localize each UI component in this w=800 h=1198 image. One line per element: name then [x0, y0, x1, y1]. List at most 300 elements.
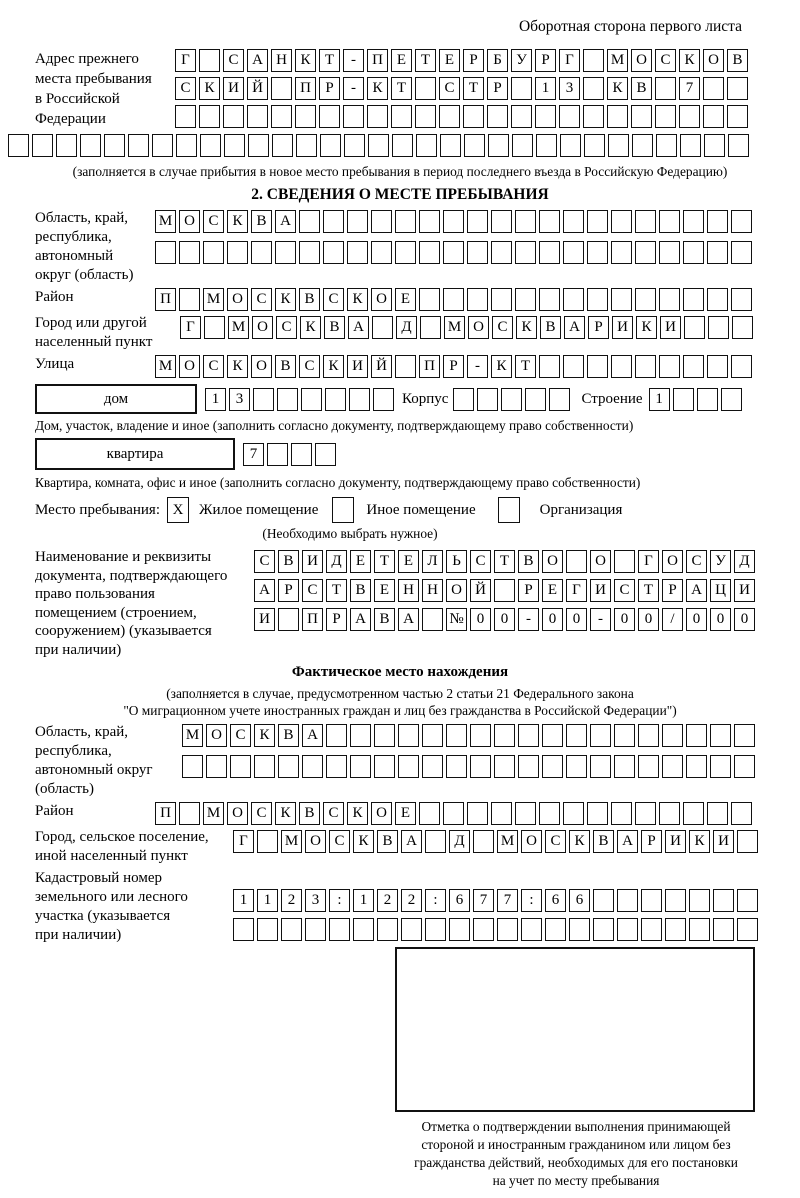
char-cell[interactable]: Б	[487, 49, 508, 72]
char-cell[interactable]	[179, 802, 200, 825]
char-cell[interactable]	[721, 388, 742, 411]
char-cell[interactable]	[703, 77, 724, 100]
char-cell[interactable]: М	[281, 830, 302, 853]
char-cell[interactable]: 1	[257, 889, 278, 912]
char-cell[interactable]: О	[179, 355, 200, 378]
char-cell[interactable]: 0	[686, 608, 707, 631]
char-cell[interactable]	[353, 918, 374, 941]
char-cell[interactable]	[350, 724, 371, 747]
char-cell[interactable]: А	[348, 316, 369, 339]
char-cell[interactable]: В	[518, 550, 539, 573]
char-cell[interactable]: Р	[662, 579, 683, 602]
char-cell[interactable]	[684, 316, 705, 339]
char-cell[interactable]	[443, 241, 464, 264]
char-cell[interactable]	[563, 288, 584, 311]
char-cell[interactable]: С	[251, 288, 272, 311]
char-cell[interactable]: В	[278, 724, 299, 747]
char-cell[interactable]: О	[227, 288, 248, 311]
char-cell[interactable]	[329, 918, 350, 941]
char-cell[interactable]	[689, 889, 710, 912]
char-cell[interactable]	[632, 134, 653, 157]
char-cell[interactable]: О	[446, 579, 467, 602]
char-cell[interactable]	[583, 77, 604, 100]
char-cell[interactable]	[683, 355, 704, 378]
char-cell[interactable]: 1	[205, 388, 226, 411]
char-cell[interactable]: К	[569, 830, 590, 853]
char-cell[interactable]: Г	[638, 550, 659, 573]
char-cell[interactable]: О	[227, 802, 248, 825]
char-cell[interactable]: И	[665, 830, 686, 853]
char-cell[interactable]	[248, 134, 269, 157]
char-cell[interactable]: 1	[233, 889, 254, 912]
char-cell[interactable]: Е	[395, 288, 416, 311]
char-cell[interactable]: 1	[649, 388, 670, 411]
char-cell[interactable]	[563, 210, 584, 233]
char-cell[interactable]	[223, 105, 244, 128]
char-cell[interactable]	[367, 105, 388, 128]
char-cell[interactable]: В	[377, 830, 398, 853]
stay-type-checkbox-other-premise[interactable]	[332, 497, 354, 523]
char-cell[interactable]	[253, 388, 274, 411]
char-cell[interactable]: М	[182, 724, 203, 747]
char-cell[interactable]	[371, 241, 392, 264]
char-cell[interactable]	[563, 802, 584, 825]
char-cell[interactable]: К	[295, 49, 316, 72]
char-cell[interactable]	[32, 134, 53, 157]
char-cell[interactable]	[662, 755, 683, 778]
char-cell[interactable]	[563, 241, 584, 264]
char-cell[interactable]	[419, 288, 440, 311]
char-cell[interactable]: :	[425, 889, 446, 912]
char-cell[interactable]: Е	[439, 49, 460, 72]
char-cell[interactable]: А	[401, 830, 422, 853]
char-cell[interactable]: К	[679, 49, 700, 72]
char-cell[interactable]	[377, 918, 398, 941]
char-cell[interactable]: В	[251, 210, 272, 233]
char-cell[interactable]	[549, 388, 570, 411]
char-cell[interactable]: С	[439, 77, 460, 100]
char-cell[interactable]: К	[347, 288, 368, 311]
char-cell[interactable]	[727, 77, 748, 100]
char-cell[interactable]: 1	[535, 77, 556, 100]
char-cell[interactable]	[391, 105, 412, 128]
char-cell[interactable]: С	[614, 579, 635, 602]
stay-type-checkbox-residential[interactable]: X	[167, 497, 189, 523]
char-cell[interactable]	[199, 105, 220, 128]
char-cell[interactable]	[319, 105, 340, 128]
char-cell[interactable]: О	[590, 550, 611, 573]
char-cell[interactable]: 6	[545, 889, 566, 912]
char-cell[interactable]	[656, 134, 677, 157]
char-cell[interactable]	[477, 388, 498, 411]
char-cell[interactable]	[491, 288, 512, 311]
char-cell[interactable]	[257, 830, 278, 853]
char-cell[interactable]	[295, 105, 316, 128]
char-cell[interactable]: Р	[588, 316, 609, 339]
char-cell[interactable]	[473, 918, 494, 941]
char-cell[interactable]: -	[343, 49, 364, 72]
char-cell[interactable]: А	[564, 316, 585, 339]
char-cell[interactable]	[641, 918, 662, 941]
char-cell[interactable]: С	[299, 355, 320, 378]
char-cell[interactable]: Т	[374, 550, 395, 573]
char-cell[interactable]	[267, 443, 288, 466]
char-cell[interactable]	[697, 388, 718, 411]
char-cell[interactable]	[587, 355, 608, 378]
char-cell[interactable]	[539, 802, 560, 825]
char-cell[interactable]	[227, 241, 248, 264]
char-cell[interactable]: И	[254, 608, 275, 631]
char-cell[interactable]: Р	[535, 49, 556, 72]
char-cell[interactable]: Р	[518, 579, 539, 602]
char-cell[interactable]	[703, 105, 724, 128]
char-cell[interactable]	[175, 105, 196, 128]
char-cell[interactable]	[272, 134, 293, 157]
char-cell[interactable]: 7	[243, 443, 264, 466]
char-cell[interactable]: -	[467, 355, 488, 378]
char-cell[interactable]: 7	[679, 77, 700, 100]
char-cell[interactable]	[728, 134, 749, 157]
char-cell[interactable]	[734, 724, 755, 747]
char-cell[interactable]: А	[247, 49, 268, 72]
char-cell[interactable]	[200, 134, 221, 157]
char-cell[interactable]: 3	[229, 388, 250, 411]
char-cell[interactable]: Н	[422, 579, 443, 602]
char-cell[interactable]	[104, 134, 125, 157]
char-cell[interactable]	[415, 77, 436, 100]
char-cell[interactable]: О	[468, 316, 489, 339]
char-cell[interactable]: П	[419, 355, 440, 378]
char-cell[interactable]	[680, 134, 701, 157]
char-cell[interactable]	[617, 889, 638, 912]
char-cell[interactable]: С	[329, 830, 350, 853]
char-cell[interactable]: Л	[422, 550, 443, 573]
char-cell[interactable]	[710, 755, 731, 778]
char-cell[interactable]	[713, 889, 734, 912]
char-cell[interactable]: К	[516, 316, 537, 339]
char-cell[interactable]: А	[617, 830, 638, 853]
char-cell[interactable]: Ц	[710, 579, 731, 602]
char-cell[interactable]	[710, 724, 731, 747]
char-cell[interactable]: М	[203, 802, 224, 825]
char-cell[interactable]	[420, 316, 441, 339]
char-cell[interactable]: И	[223, 77, 244, 100]
char-cell[interactable]	[631, 105, 652, 128]
char-cell[interactable]	[611, 241, 632, 264]
char-cell[interactable]	[439, 105, 460, 128]
char-cell[interactable]	[347, 210, 368, 233]
char-cell[interactable]	[453, 388, 474, 411]
char-cell[interactable]	[206, 755, 227, 778]
char-cell[interactable]	[732, 316, 753, 339]
char-cell[interactable]: К	[275, 802, 296, 825]
char-cell[interactable]	[518, 755, 539, 778]
char-cell[interactable]: 0	[566, 608, 587, 631]
char-cell[interactable]	[707, 355, 728, 378]
char-cell[interactable]	[392, 134, 413, 157]
char-cell[interactable]: И	[347, 355, 368, 378]
char-cell[interactable]: Й	[247, 77, 268, 100]
char-cell[interactable]: М	[155, 210, 176, 233]
char-cell[interactable]	[497, 918, 518, 941]
char-cell[interactable]: С	[203, 210, 224, 233]
char-cell[interactable]: О	[703, 49, 724, 72]
char-cell[interactable]: К	[353, 830, 374, 853]
char-cell[interactable]	[463, 105, 484, 128]
char-cell[interactable]: О	[206, 724, 227, 747]
char-cell[interactable]: В	[299, 288, 320, 311]
char-cell[interactable]: 0	[614, 608, 635, 631]
char-cell[interactable]	[737, 830, 758, 853]
char-cell[interactable]: С	[492, 316, 513, 339]
char-cell[interactable]: -	[343, 77, 364, 100]
char-cell[interactable]: -	[518, 608, 539, 631]
char-cell[interactable]: С	[254, 550, 275, 573]
char-cell[interactable]	[419, 210, 440, 233]
char-cell[interactable]: Г	[559, 49, 580, 72]
char-cell[interactable]	[491, 802, 512, 825]
char-cell[interactable]	[635, 210, 656, 233]
char-cell[interactable]	[179, 288, 200, 311]
char-cell[interactable]: 0	[638, 608, 659, 631]
char-cell[interactable]	[487, 105, 508, 128]
char-cell[interactable]: К	[300, 316, 321, 339]
char-cell[interactable]	[635, 288, 656, 311]
char-cell[interactable]: В	[324, 316, 345, 339]
char-cell[interactable]	[247, 105, 268, 128]
char-cell[interactable]: У	[710, 550, 731, 573]
char-cell[interactable]	[152, 134, 173, 157]
char-cell[interactable]: И	[612, 316, 633, 339]
char-cell[interactable]	[566, 755, 587, 778]
char-cell[interactable]	[271, 77, 292, 100]
char-cell[interactable]	[8, 134, 29, 157]
char-cell[interactable]: О	[252, 316, 273, 339]
char-cell[interactable]	[713, 918, 734, 941]
char-cell[interactable]: А	[275, 210, 296, 233]
char-cell[interactable]: К	[275, 288, 296, 311]
char-cell[interactable]: К	[254, 724, 275, 747]
char-cell[interactable]: О	[179, 210, 200, 233]
char-cell[interactable]	[587, 288, 608, 311]
char-cell[interactable]: О	[305, 830, 326, 853]
char-cell[interactable]	[511, 105, 532, 128]
char-cell[interactable]	[617, 918, 638, 941]
char-cell[interactable]	[494, 724, 515, 747]
char-cell[interactable]: Р	[326, 608, 347, 631]
char-cell[interactable]: Н	[271, 49, 292, 72]
char-cell[interactable]	[470, 755, 491, 778]
char-cell[interactable]: П	[295, 77, 316, 100]
char-cell[interactable]: С	[251, 802, 272, 825]
char-cell[interactable]	[707, 288, 728, 311]
char-cell[interactable]: М	[444, 316, 465, 339]
char-cell[interactable]: О	[371, 802, 392, 825]
char-cell[interactable]	[583, 105, 604, 128]
char-cell[interactable]	[638, 755, 659, 778]
char-cell[interactable]: В	[540, 316, 561, 339]
char-cell[interactable]: Т	[415, 49, 436, 72]
char-cell[interactable]	[349, 388, 370, 411]
char-cell[interactable]	[737, 889, 758, 912]
char-cell[interactable]: О	[371, 288, 392, 311]
char-cell[interactable]	[203, 241, 224, 264]
char-cell[interactable]	[707, 210, 728, 233]
char-cell[interactable]: Н	[398, 579, 419, 602]
char-cell[interactable]	[515, 241, 536, 264]
char-cell[interactable]: У	[511, 49, 532, 72]
char-cell[interactable]: Р	[487, 77, 508, 100]
char-cell[interactable]: К	[227, 210, 248, 233]
char-cell[interactable]	[545, 918, 566, 941]
char-cell[interactable]: Й	[371, 355, 392, 378]
char-cell[interactable]	[708, 316, 729, 339]
char-cell[interactable]	[323, 241, 344, 264]
char-cell[interactable]	[204, 316, 225, 339]
char-cell[interactable]: С	[203, 355, 224, 378]
char-cell[interactable]	[662, 724, 683, 747]
char-cell[interactable]	[443, 210, 464, 233]
char-cell[interactable]: П	[155, 288, 176, 311]
char-cell[interactable]	[689, 918, 710, 941]
char-cell[interactable]	[539, 210, 560, 233]
char-cell[interactable]	[344, 134, 365, 157]
char-cell[interactable]	[323, 210, 344, 233]
char-cell[interactable]: П	[155, 802, 176, 825]
char-cell[interactable]	[415, 105, 436, 128]
char-cell[interactable]	[683, 210, 704, 233]
char-cell[interactable]	[590, 755, 611, 778]
char-cell[interactable]	[491, 241, 512, 264]
char-cell[interactable]: Т	[494, 550, 515, 573]
char-cell[interactable]: С	[323, 802, 344, 825]
char-cell[interactable]	[278, 608, 299, 631]
char-cell[interactable]	[515, 210, 536, 233]
char-cell[interactable]	[281, 918, 302, 941]
char-cell[interactable]	[230, 755, 251, 778]
char-cell[interactable]: :	[329, 889, 350, 912]
char-cell[interactable]	[635, 355, 656, 378]
char-cell[interactable]: К	[323, 355, 344, 378]
char-cell[interactable]	[566, 724, 587, 747]
char-cell[interactable]: Т	[319, 49, 340, 72]
char-cell[interactable]	[727, 105, 748, 128]
char-cell[interactable]: 0	[470, 608, 491, 631]
char-cell[interactable]	[299, 210, 320, 233]
char-cell[interactable]: В	[727, 49, 748, 72]
char-cell[interactable]	[301, 388, 322, 411]
char-cell[interactable]: К	[347, 802, 368, 825]
char-cell[interactable]: О	[631, 49, 652, 72]
char-cell[interactable]: А	[686, 579, 707, 602]
char-cell[interactable]	[683, 288, 704, 311]
char-cell[interactable]: О	[662, 550, 683, 573]
char-cell[interactable]	[583, 49, 604, 72]
char-cell[interactable]	[566, 550, 587, 573]
char-cell[interactable]: 1	[353, 889, 374, 912]
char-cell[interactable]	[176, 134, 197, 157]
char-cell[interactable]	[584, 134, 605, 157]
char-cell[interactable]	[494, 755, 515, 778]
char-cell[interactable]: М	[203, 288, 224, 311]
char-cell[interactable]	[707, 802, 728, 825]
char-cell[interactable]	[683, 802, 704, 825]
char-cell[interactable]	[299, 241, 320, 264]
char-cell[interactable]: Р	[278, 579, 299, 602]
char-cell[interactable]: С	[655, 49, 676, 72]
char-cell[interactable]	[443, 288, 464, 311]
char-cell[interactable]: Г	[180, 316, 201, 339]
char-cell[interactable]	[398, 755, 419, 778]
char-cell[interactable]	[373, 388, 394, 411]
char-cell[interactable]	[372, 316, 393, 339]
char-cell[interactable]: О	[251, 355, 272, 378]
char-cell[interactable]: А	[398, 608, 419, 631]
char-cell[interactable]: Е	[391, 49, 412, 72]
char-cell[interactable]	[542, 755, 563, 778]
char-cell[interactable]	[470, 724, 491, 747]
char-cell[interactable]	[559, 105, 580, 128]
char-cell[interactable]	[473, 830, 494, 853]
char-cell[interactable]	[257, 918, 278, 941]
char-cell[interactable]	[275, 241, 296, 264]
char-cell[interactable]	[422, 755, 443, 778]
char-cell[interactable]	[368, 134, 389, 157]
char-cell[interactable]: Е	[398, 550, 419, 573]
char-cell[interactable]	[56, 134, 77, 157]
char-cell[interactable]	[320, 134, 341, 157]
char-cell[interactable]	[401, 918, 422, 941]
char-cell[interactable]: /	[662, 608, 683, 631]
char-cell[interactable]	[539, 288, 560, 311]
char-cell[interactable]: Д	[449, 830, 470, 853]
char-cell[interactable]: Г	[566, 579, 587, 602]
char-cell[interactable]	[128, 134, 149, 157]
char-cell[interactable]: К	[689, 830, 710, 853]
char-cell[interactable]: И	[713, 830, 734, 853]
char-cell[interactable]	[488, 134, 509, 157]
char-cell[interactable]: Е	[350, 550, 371, 573]
char-cell[interactable]	[199, 49, 220, 72]
char-cell[interactable]: Д	[734, 550, 755, 573]
char-cell[interactable]	[302, 755, 323, 778]
char-cell[interactable]	[251, 241, 272, 264]
char-cell[interactable]	[611, 802, 632, 825]
char-cell[interactable]: Е	[374, 579, 395, 602]
char-cell[interactable]: С	[175, 77, 196, 100]
char-cell[interactable]	[707, 241, 728, 264]
char-cell[interactable]: А	[350, 608, 371, 631]
char-cell[interactable]	[419, 802, 440, 825]
char-cell[interactable]	[536, 134, 557, 157]
char-cell[interactable]: Т	[638, 579, 659, 602]
char-cell[interactable]: Т	[326, 579, 347, 602]
char-cell[interactable]: П	[367, 49, 388, 72]
char-cell[interactable]	[659, 355, 680, 378]
char-cell[interactable]: Д	[326, 550, 347, 573]
char-cell[interactable]	[494, 579, 515, 602]
char-cell[interactable]	[277, 388, 298, 411]
char-cell[interactable]	[515, 288, 536, 311]
char-cell[interactable]	[593, 918, 614, 941]
char-cell[interactable]: И	[734, 579, 755, 602]
char-cell[interactable]	[440, 134, 461, 157]
char-cell[interactable]	[731, 288, 752, 311]
stay-type-checkbox-organization[interactable]	[498, 497, 520, 523]
char-cell[interactable]	[607, 105, 628, 128]
char-cell[interactable]: К	[607, 77, 628, 100]
char-cell[interactable]: М	[155, 355, 176, 378]
